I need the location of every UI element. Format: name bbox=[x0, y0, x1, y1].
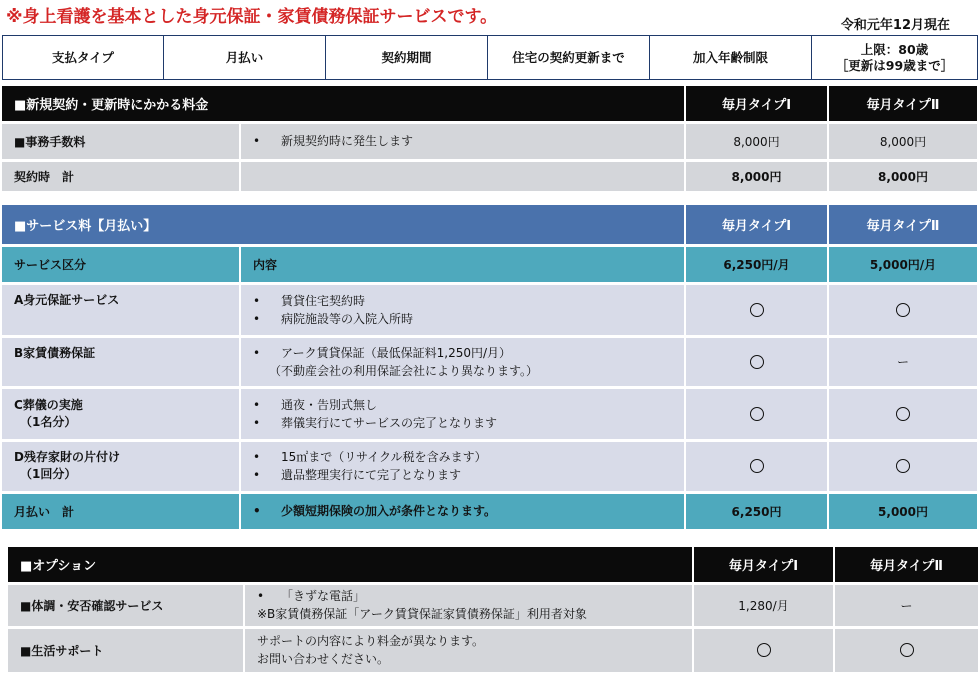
options-type1-header: 毎月タイプⅠ bbox=[693, 547, 834, 583]
service-fees-type2-header: 毎月タイプⅡ bbox=[828, 205, 977, 245]
payment-type-value: 月払い bbox=[164, 36, 326, 80]
option-life-line2: お問い合わせください。 bbox=[257, 652, 390, 666]
service-d-item-1: • 15㎡まで（リサイクル税を含みます） bbox=[241, 448, 684, 466]
circle-mark-icon bbox=[750, 303, 764, 317]
service-row-d bbox=[2, 440, 977, 492]
admin-fee-label: ■事務手数料 bbox=[2, 122, 240, 160]
initial-total-type2: 8,000円 bbox=[828, 160, 977, 192]
circle-mark-icon bbox=[900, 643, 914, 657]
options-table bbox=[8, 547, 978, 675]
initial-total-type1: 8,000円 bbox=[685, 160, 828, 192]
admin-fee-desc-item: • 新規契約時に発生します bbox=[241, 132, 684, 150]
admin-fee-desc bbox=[240, 122, 685, 160]
options-title: ■オプション bbox=[8, 547, 693, 583]
col-content-header: 内容 bbox=[240, 245, 685, 283]
circle-mark-icon bbox=[896, 407, 910, 421]
monthly-total-type1: 6,250円 bbox=[685, 492, 828, 530]
col-type1-price: 6,250円/月 bbox=[685, 245, 828, 283]
service-row-c bbox=[2, 387, 977, 440]
option-life-label: ■生活サポート bbox=[8, 627, 244, 673]
circle-mark-icon bbox=[757, 643, 771, 657]
initial-total-desc bbox=[240, 160, 685, 192]
service-fees-table bbox=[2, 205, 977, 532]
service-a-type2 bbox=[828, 283, 977, 336]
monthly-total-label: 月払い 計 bbox=[2, 492, 240, 530]
contract-period-label: 契約期間 bbox=[326, 36, 488, 80]
option-safety-note: ※B家賃債務保証「アーク賃貸保証家賃債務保証」利用者対象 bbox=[257, 607, 587, 621]
service-row-b bbox=[2, 336, 977, 387]
initial-total-label: 契約時 計 bbox=[2, 160, 240, 192]
service-fees-type1-header: 毎月タイプⅠ bbox=[685, 205, 828, 245]
col-category-header: サービス区分 bbox=[2, 245, 240, 283]
service-d-item-2: • 遺品整理実行にて完了となります bbox=[241, 466, 684, 484]
payment-type-label: 支払タイプ bbox=[3, 36, 164, 80]
service-c-type2 bbox=[828, 387, 977, 440]
option-safety-type2: ー bbox=[834, 583, 978, 627]
service-c-item-2: • 葬儀実行にてサービスの完了となります bbox=[241, 414, 684, 432]
service-d-content bbox=[240, 440, 685, 492]
initial-fees-title: ■新規契約・更新時にかかる料金 bbox=[2, 86, 685, 122]
service-c-label bbox=[2, 387, 240, 440]
service-row-total bbox=[2, 492, 977, 530]
circle-mark-icon bbox=[750, 407, 764, 421]
option-life-type1 bbox=[693, 627, 834, 673]
service-b-label: B家賃債務保証 bbox=[2, 336, 240, 387]
monthly-total-desc bbox=[240, 492, 685, 530]
circle-mark-icon bbox=[750, 459, 764, 473]
as-of-date: 令和元年12月現在 bbox=[840, 18, 950, 33]
service-d-label-1: D残存家財の片付け bbox=[14, 450, 120, 464]
options-type2-header: 毎月タイプⅡ bbox=[834, 547, 978, 583]
service-c-label-1: C葬儀の実施 bbox=[14, 397, 83, 412]
option-life-content bbox=[244, 627, 693, 673]
circle-mark-icon bbox=[750, 355, 764, 369]
initial-fees-type2-header: 毎月タイプⅡ bbox=[828, 86, 977, 122]
age-limit-line1: 上限：80歳 bbox=[860, 41, 929, 57]
service-a-type1 bbox=[685, 283, 828, 336]
service-d-label-2: （1回分） bbox=[20, 467, 77, 481]
option-row-safety-check bbox=[8, 583, 978, 627]
service-b-type2: ー bbox=[828, 336, 977, 387]
service-c-content bbox=[240, 387, 685, 440]
service-fees-title: ■サービス料【月払い】 bbox=[2, 205, 685, 245]
service-b-note: （不動産会社の利用保証会社により異なります。） bbox=[269, 363, 539, 378]
admin-fee-type1: 8,000円 bbox=[685, 122, 828, 160]
headline: ※身上看護を基本とした身元保証・家賃債務保証サービスです。 bbox=[6, 7, 498, 27]
service-a-content bbox=[240, 283, 685, 336]
monthly-total-desc-item: • 少額短期保険の加入が条件となります。 bbox=[241, 502, 684, 520]
admin-fee-type2: 8,000円 bbox=[828, 122, 977, 160]
service-row-a bbox=[2, 283, 977, 336]
fee-row-admin bbox=[2, 122, 977, 160]
age-limit-label: 加入年齢制限 bbox=[650, 36, 812, 80]
col-type2-price: 5,000円/月 bbox=[828, 245, 977, 283]
service-c-item-1: • 通夜・告別式無し bbox=[241, 396, 684, 414]
option-safety-type1: 1,280/月 bbox=[693, 583, 834, 627]
option-safety-content bbox=[244, 583, 693, 627]
option-safety-label: ■体調・安否確認サービス bbox=[8, 583, 244, 627]
service-b-type1 bbox=[685, 336, 828, 387]
circle-mark-icon bbox=[896, 459, 910, 473]
circle-mark-icon bbox=[896, 303, 910, 317]
option-life-line1: サポートの内容により料金が異なります。 bbox=[257, 634, 485, 648]
option-row-life-support bbox=[8, 627, 978, 673]
contract-period-value: 住宅の契約更新まで bbox=[488, 36, 650, 80]
service-b-content bbox=[240, 336, 685, 387]
service-a-item-2: • 病院施設等の入院入所時 bbox=[241, 310, 684, 328]
service-c-type1 bbox=[685, 387, 828, 440]
service-d-type1 bbox=[685, 440, 828, 492]
service-c-label-2: （1名分） bbox=[20, 414, 77, 429]
monthly-total-type2: 5,000円 bbox=[828, 492, 977, 530]
initial-fees-table bbox=[2, 86, 977, 194]
service-d-type2 bbox=[828, 440, 977, 492]
option-life-type2 bbox=[834, 627, 978, 673]
initial-fees-type1-header: 毎月タイプⅠ bbox=[685, 86, 828, 122]
option-safety-item: • 「きずな電話」 bbox=[245, 587, 692, 605]
fee-row-total bbox=[2, 160, 977, 192]
service-a-label: A身元保証サービス bbox=[2, 283, 240, 336]
service-d-label bbox=[2, 440, 240, 492]
service-a-item-1: • 賃貸住宅契約時 bbox=[241, 292, 684, 310]
service-b-item-1: • アーク賃貸保証（最低保証料1,250円/月） bbox=[241, 344, 684, 362]
age-limit-value bbox=[812, 36, 978, 80]
age-limit-line2: ［更新は99歳まで］ bbox=[835, 57, 954, 73]
contract-info-table bbox=[2, 35, 978, 80]
